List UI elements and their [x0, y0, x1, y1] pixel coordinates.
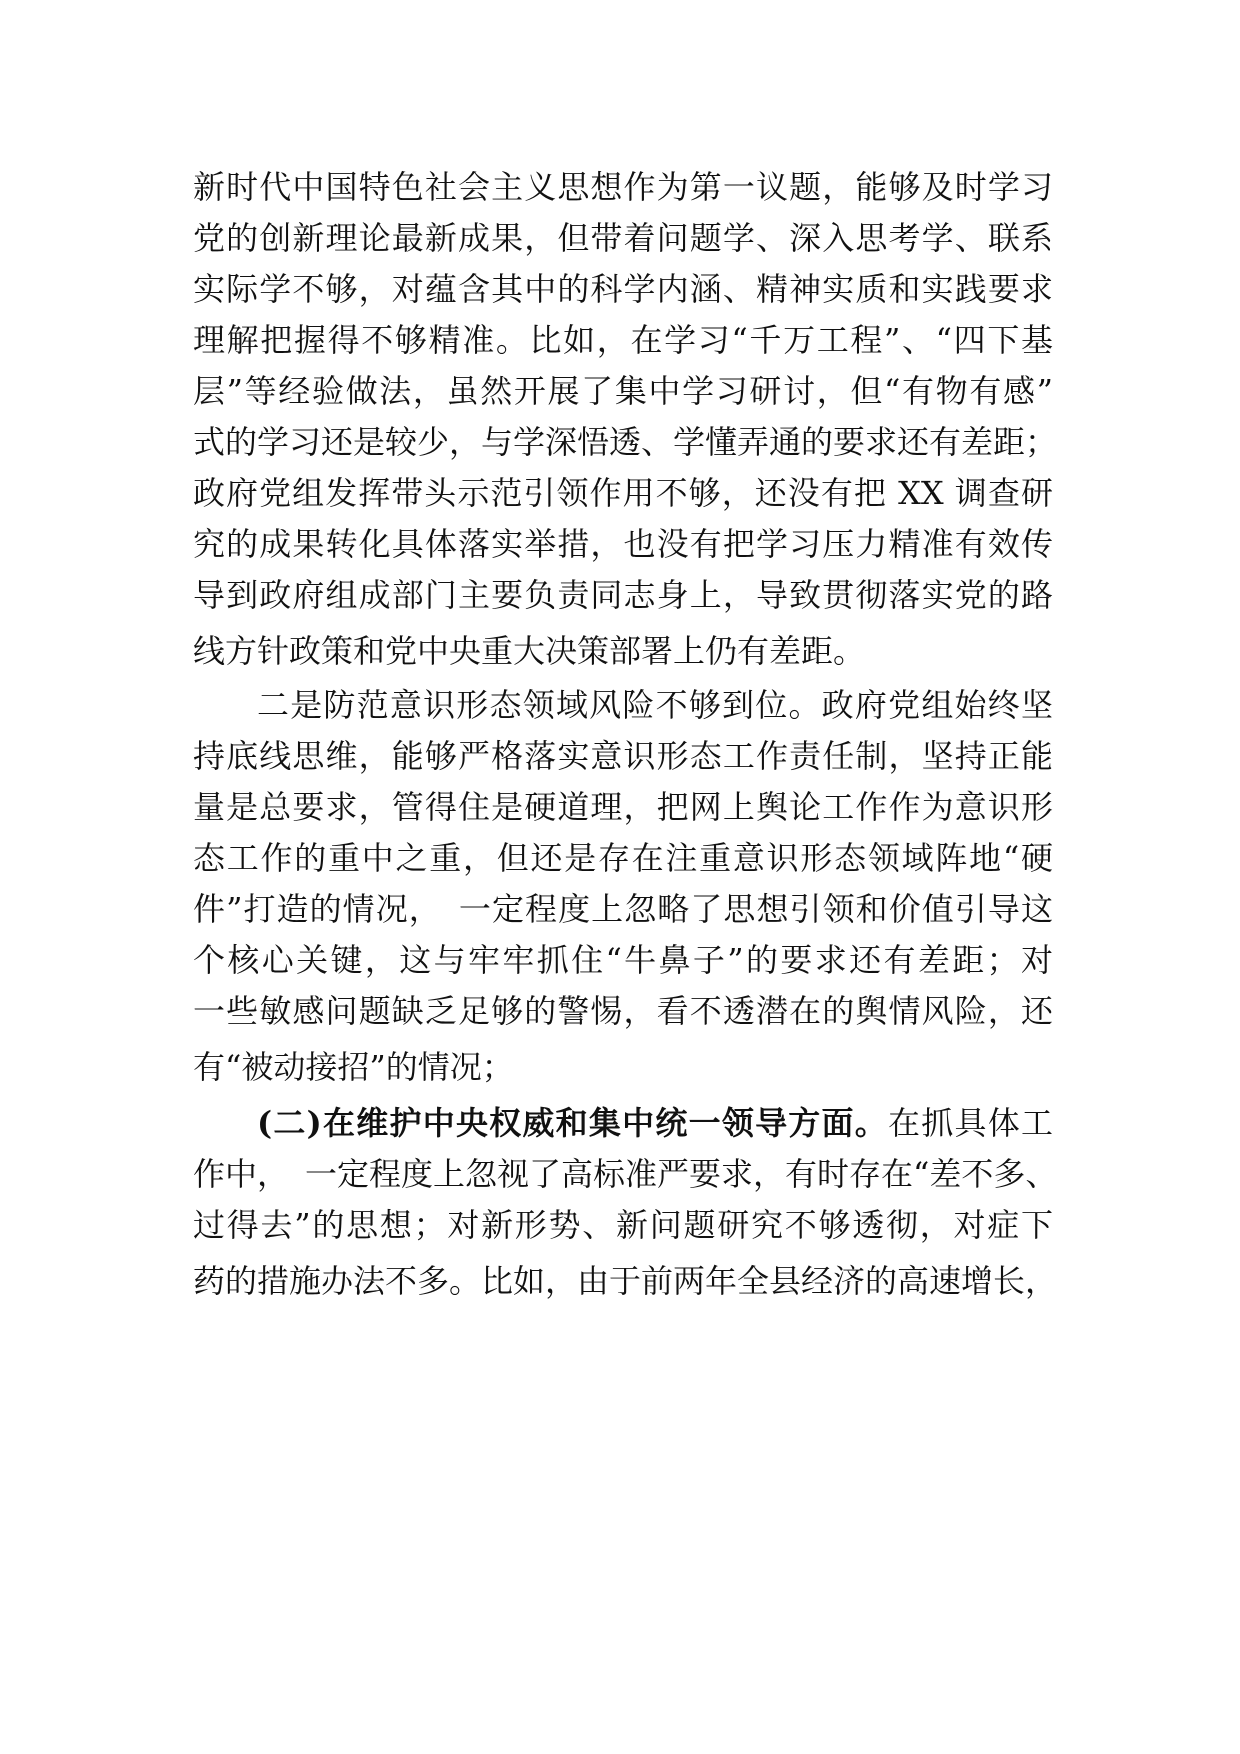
- paragraph-3-line-2: 作中， 一定程度上忽视了高标准严要求，有时存在“差不多、: [193, 1155, 1058, 1193]
- paragraph-2-line-6: 个核心关键，这与牢牢抓住“牛鼻子”的要求还有差距；对: [193, 941, 1053, 979]
- paragraph-1-line-5: 层”等经验做法，虽然开展了集中学习研讨，但“有物有感”: [193, 372, 1053, 410]
- paragraph-1-line-1: 新时代中国特色社会主义思想作为第一议题，能够及时学习: [193, 168, 1053, 206]
- paragraph-1-line-7: 政府党组发挥带头示范引领作用不够，还没有把 XX 调查研: [193, 474, 1053, 512]
- paragraph-1-line-9: 导到政府组成部门主要负责同志身上，导致贯彻落实党的路: [193, 576, 1053, 614]
- paragraph-1-line-8: 究的成果转化具体落实举措，也没有把学习压力精准有效传: [193, 525, 1053, 563]
- paragraph-2-line-8: 有“被动接招”的情况；: [193, 1048, 514, 1086]
- paragraph-3-line-4: 药的措施办法不多。比如，由于前两年全县经济的高速增长，: [193, 1262, 1058, 1300]
- paragraph-1-line-2: 党的创新理论最新成果，但带着问题学、深入思考学、联系: [193, 219, 1053, 257]
- paragraph-2-line-1: 二是防范意识形态领域风险不够到位。政府党组始终坚: [257, 686, 1053, 724]
- section-heading: (二)在维护中央权威和集中统一领导方面。: [257, 1104, 889, 1142]
- paragraph-1-line-4: 理解把握得不够精准。比如，在学习“千万工程”、“四下基: [193, 321, 1053, 359]
- paragraph-2-line-3: 量是总要求，管得住是硬道理，把网上舆论工作作为意识形: [193, 788, 1053, 826]
- paragraph-2-line-2: 持底线思维，能够严格落实意识形态工作责任制，坚持正能: [193, 737, 1053, 775]
- paragraph-3-line-3: 过得去”的思想；对新形势、新问题研究不够透彻，对症下: [193, 1206, 1053, 1244]
- paragraph-1-line-6: 式的学习还是较少，与学深悟透、学懂弄通的要求还有差距；: [193, 423, 1058, 461]
- paragraph-2-line-4: 态工作的重中之重，但还是存在注重意识形态领域阵地“硬: [193, 839, 1053, 877]
- paragraph-2-line-5: 件”打造的情况， 一定程度上忽略了思想引领和价值引导这: [193, 890, 1053, 928]
- paragraph-1-line-3: 实际学不够，对蕴含其中的科学内涵、精神实质和实践要求: [193, 270, 1053, 308]
- paragraph-1-line-10: 线方针政策和党中央重大决策部署上仍有差距。: [193, 632, 866, 670]
- paragraph-3-line-1: [257, 1098, 1053, 1148]
- paragraph-2-line-7: 一些敏感问题缺乏足够的警惕，看不透潜在的舆情风险，还: [193, 992, 1053, 1030]
- section-heading-tail: 在抓具体工: [888, 1104, 1053, 1142]
